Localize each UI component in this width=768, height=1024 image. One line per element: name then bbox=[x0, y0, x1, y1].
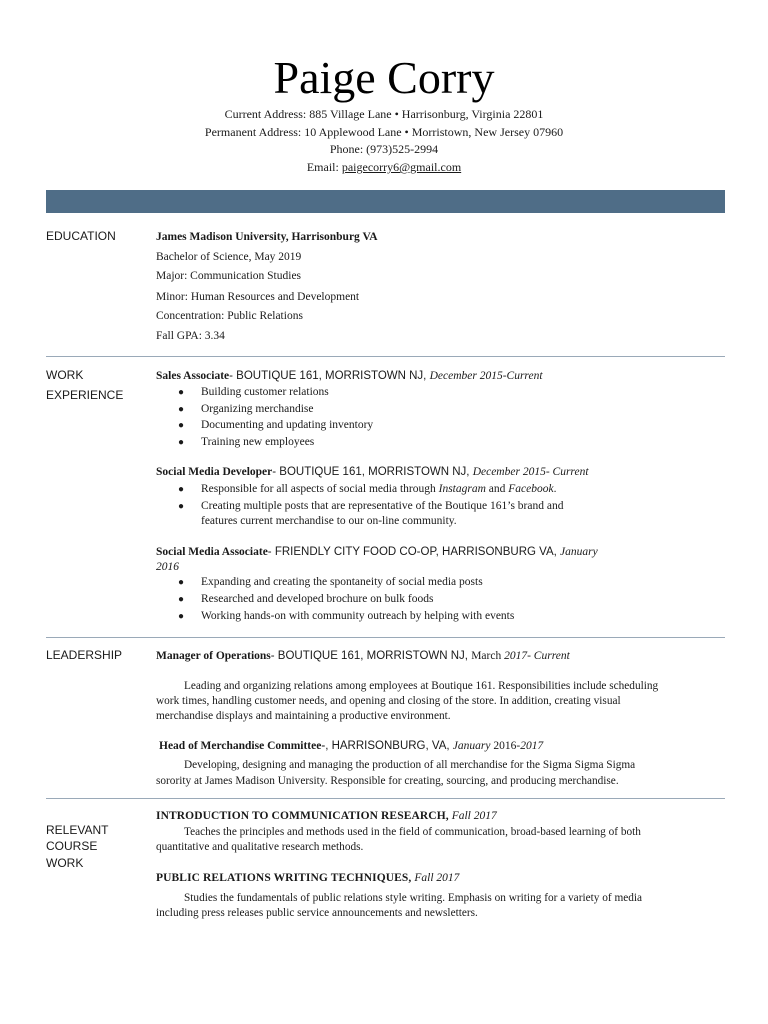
course-heading bbox=[156, 870, 726, 886]
course-title: PUBLIC RELATIONS WRITING TECHNIQUES, bbox=[156, 872, 415, 884]
course-term: Fall 2017 bbox=[451, 810, 497, 822]
section-label-leadership: LEADERSHIP bbox=[46, 648, 123, 662]
bullet-icon: ● bbox=[178, 484, 185, 495]
role-title: Manager of Operations bbox=[156, 650, 271, 662]
role-heading bbox=[159, 738, 729, 754]
bullet-icon: ● bbox=[178, 577, 185, 588]
role-dates: January bbox=[452, 740, 494, 752]
current-address: Current Address: 885 Village Lane • Harrisonburg, Virginia 22801 bbox=[224, 107, 544, 121]
role-description: Developing, designing and managing the production of all merchandise for the Sigma Sigma Sigma bbox=[184, 759, 636, 771]
job-bullet-continued: features current merchandise to our on-line community. bbox=[201, 515, 457, 527]
email-link[interactable]: paigecorry6@gmail.com bbox=[341, 160, 462, 174]
job-title: Social Media Associate bbox=[156, 546, 268, 558]
section-label-course: COURSE bbox=[46, 839, 98, 853]
course-term: Fall 2017 bbox=[414, 872, 460, 884]
course-title: INTRODUCTION TO COMMUNICATION RESEARCH, bbox=[156, 810, 452, 822]
resume-name: Paige Corry bbox=[273, 52, 495, 103]
role-org: , HARRISONBURG, VA, bbox=[325, 740, 453, 752]
concentration: Concentration: Public Relations bbox=[156, 310, 303, 322]
degree: Bachelor of Science, May 2019 bbox=[156, 251, 302, 263]
major: Major: Communication Studies bbox=[156, 270, 302, 282]
job-bullet: Training new employees bbox=[201, 436, 315, 448]
job-bullet: Organizing merchandise bbox=[201, 403, 314, 415]
bullet-icon: ● bbox=[178, 387, 185, 398]
header-accent-bar bbox=[46, 190, 725, 213]
role-dates: 2017- Current bbox=[504, 650, 570, 662]
role-description: work times, handling customer needs, and opening and closing of the store. In addition, creating visual bbox=[156, 695, 621, 707]
minor: Minor: Human Resources and Development bbox=[156, 291, 360, 303]
role-description: merchandise displays and maintaining a productive environment. bbox=[156, 710, 451, 722]
bullet-icon: ● bbox=[178, 594, 185, 605]
job-dates-continued: 2016 bbox=[156, 561, 179, 573]
job-heading bbox=[156, 464, 726, 480]
job-org: - BOUTIQUE 161, MORRISTOWN NJ, bbox=[229, 370, 430, 382]
bullet-text: Responsible for all aspects of social media through bbox=[201, 483, 439, 495]
section-label-education: EDUCATION bbox=[46, 229, 116, 243]
job-bullet: Expanding and creating the spontaneity of social media posts bbox=[201, 576, 483, 588]
section-label-work: WORK bbox=[46, 856, 84, 870]
school-name: James Madison University, Harrisonburg VA bbox=[156, 231, 378, 243]
bullet-icon: ● bbox=[178, 404, 185, 415]
facebook-text: Facebook bbox=[508, 483, 554, 495]
email-line bbox=[0, 158, 768, 176]
role-description: Leading and organizing relations among employees at Boutique 161. Responsibilities include scheduling bbox=[184, 680, 659, 692]
bullet-icon: ● bbox=[178, 611, 185, 622]
course-description: Teaches the principles and methods used in the field of communication, broad-based learning of both bbox=[184, 826, 641, 838]
job-title: Social Media Developer bbox=[156, 466, 273, 478]
bullet-icon: ● bbox=[178, 501, 185, 512]
course-heading bbox=[156, 808, 726, 824]
job-org: - BOUTIQUE 161, MORRISTOWN NJ, bbox=[272, 466, 473, 478]
section-label-work: WORK bbox=[46, 368, 84, 382]
job-bullet: Documenting and updating inventory bbox=[201, 419, 374, 431]
bullet-icon: ● bbox=[178, 420, 185, 431]
course-description: Studies the fundamentals of public relations style writing. Emphasis on writing for a variety of media bbox=[184, 892, 643, 904]
section-label-relevant: RELEVANT bbox=[46, 823, 109, 837]
role-dates: 2017 bbox=[520, 740, 544, 752]
phone-number: Phone: (973)525-2994 bbox=[329, 142, 439, 156]
email-label: Email: bbox=[306, 160, 342, 174]
job-title: Sales Associate bbox=[156, 370, 230, 382]
job-org: - FRIENDLY CITY FOOD CO-OP, HARRISONBURG VA, bbox=[267, 546, 561, 558]
role-description: sorority at James Madison University. Responsible for creating, sourcing, and producing merchandise. bbox=[156, 775, 619, 787]
job-dates: January bbox=[560, 546, 598, 558]
gpa: Fall GPA: 3.34 bbox=[156, 330, 225, 342]
section-divider bbox=[46, 798, 725, 799]
job-bullet: Building customer relations bbox=[201, 386, 329, 398]
job-bullet bbox=[201, 481, 721, 497]
bullet-text: . bbox=[553, 483, 557, 495]
role-heading bbox=[156, 648, 726, 664]
course-description: including press releases public service announcements and newsletters. bbox=[156, 907, 478, 919]
section-label-experience: EXPERIENCE bbox=[46, 388, 124, 402]
job-bullet: Working hands-on with community outreach by helping with events bbox=[201, 610, 515, 622]
job-heading bbox=[156, 368, 726, 384]
role-title: Head of Merchandise Committee- bbox=[159, 740, 326, 752]
job-dates: December 2015-Current bbox=[429, 370, 543, 382]
bullet-text: and bbox=[485, 483, 509, 495]
role-org: - BOUTIQUE 161, MORRISTOWN NJ, bbox=[270, 650, 472, 662]
job-bullet: Creating multiple posts that are representative of the Boutique 161’s brand and bbox=[201, 500, 564, 512]
role-dates: 2016- bbox=[493, 740, 521, 752]
job-dates: December 2015- Current bbox=[472, 466, 589, 478]
permanent-address: Permanent Address: 10 Applewood Lane • Morristown, New Jersey 07960 bbox=[204, 125, 564, 139]
bullet-icon: ● bbox=[178, 437, 185, 448]
job-heading bbox=[156, 544, 726, 560]
course-description: quantitative and qualitative research methods. bbox=[156, 841, 364, 853]
role-dates: March bbox=[471, 650, 505, 662]
section-divider bbox=[46, 356, 725, 357]
job-bullet: Researched and developed brochure on bulk foods bbox=[201, 593, 434, 605]
section-divider bbox=[46, 637, 725, 638]
instagram-text: Instagram bbox=[438, 483, 486, 495]
